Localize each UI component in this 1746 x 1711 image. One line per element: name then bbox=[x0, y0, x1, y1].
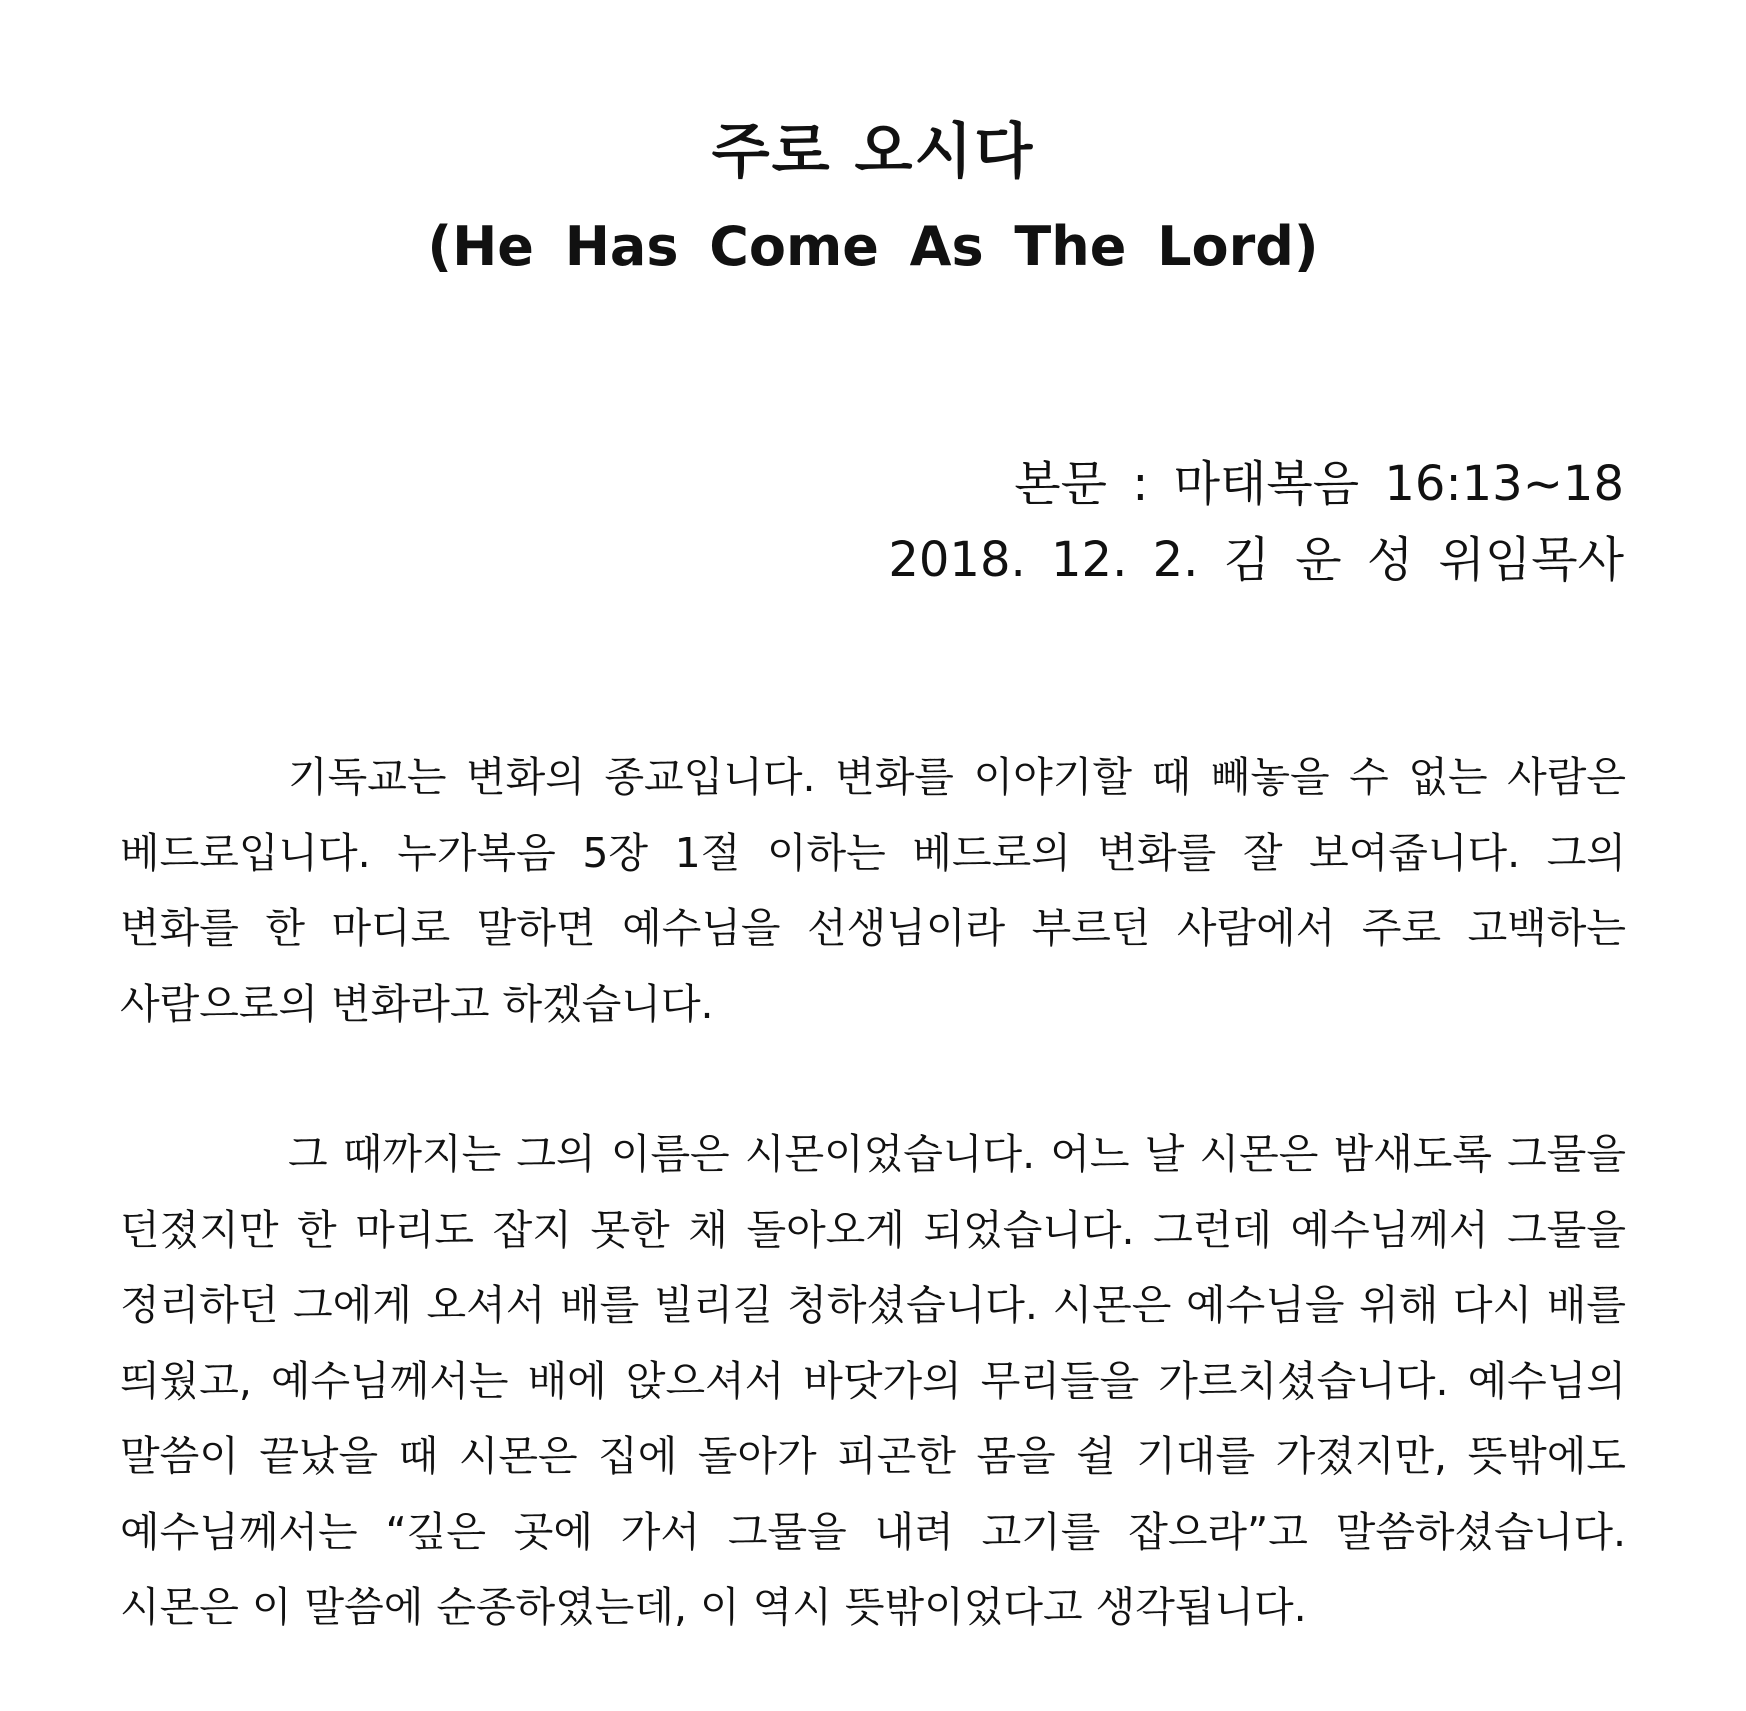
page-subtitle: (He Has Come As The Lord) bbox=[427, 215, 1319, 278]
date-author: 2018. 12. 2. 김 운 성 위임목사 bbox=[888, 532, 1624, 588]
sermon-meta bbox=[888, 446, 1624, 598]
sermon-body bbox=[120, 740, 1626, 1646]
paragraph-2: 그 때까지는 그의 이름은 시몬이었습니다. 어느 날 시몬은 밤새도록 그물을 던졌지만 한 마리도 잡지 못한 채 돌아오게 되었습니다. 그런데 예수님께서 그물을 정리하던 그에게 오셔서 배를 빌리길 청하셨습니다. 시몬은 예수님을 위해 다시 배를 띄웠고, 예수님께서는 배에 앉으셔서 바닷가의 무리들을 가르치셨습니다. 예수님의 말씀이 끝났을 때 시몬은 집에 돌아가 피곤한 몸을 쉴 기대를 가졌지만, 뜻밖에도 예수님께서는 “깊은 곳에 가서 그물을 내려 고기를 잡으라”고 말씀하셨습니다. 시몬은 이 말씀에 순종하였는데, 이 역시 뜻밖이었다고 생각됩니다. bbox=[120, 1130, 1626, 1631]
paragraph-1: 기독교는 변화의 종교입니다. 변화를 이야기할 때 빼놓을 수 없는 사람은 베드로입니다. 누가복음 5장 1절 이하는 베드로의 변화를 잘 보여줍니다. 그의 변화를 한 마디로 말하면 예수님을 선생님이라 부르던 사람에서 주로 고백하는 사람으로의 변화라고 하겠습니다. bbox=[120, 753, 1626, 1028]
page-title: 주로 오시다 bbox=[711, 117, 1035, 187]
scripture-reference: 본문 : 마태복음 16:13~18 bbox=[1014, 456, 1624, 512]
